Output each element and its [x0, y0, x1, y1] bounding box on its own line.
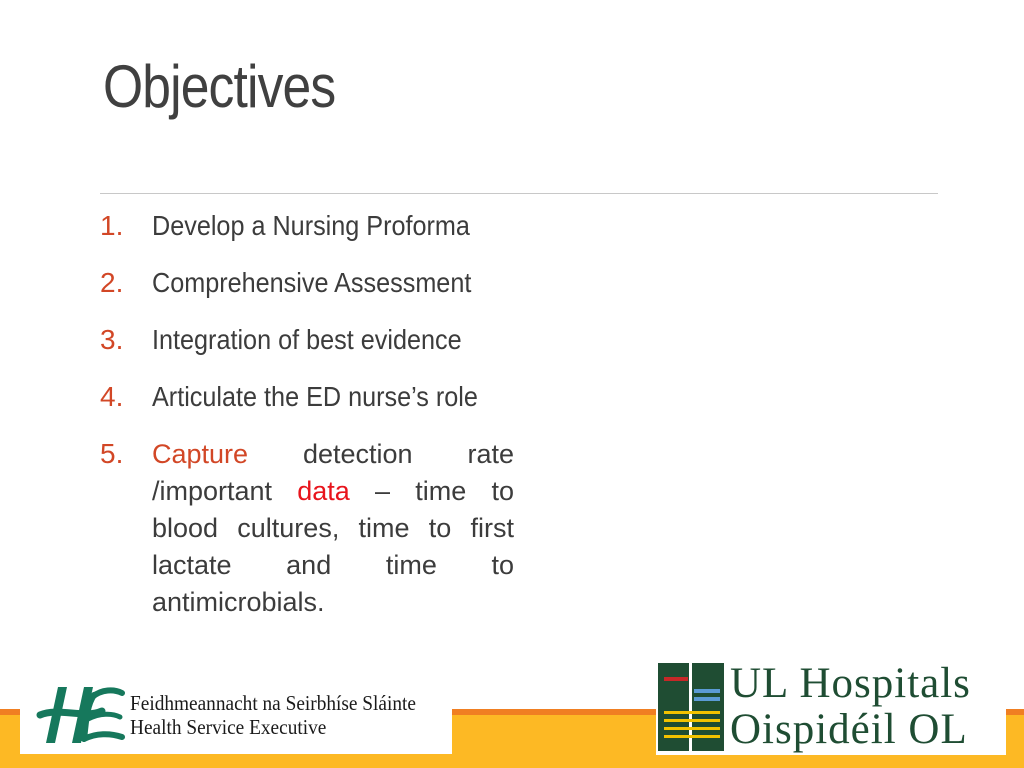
hse-logo-icon — [34, 681, 126, 749]
hse-logo-panel — [20, 677, 452, 754]
list-item — [100, 379, 520, 415]
list-item-number: 2. — [100, 267, 124, 298]
list-item — [100, 208, 520, 244]
list-item — [100, 265, 520, 301]
ul-hospitals-logo-panel — [656, 659, 1006, 755]
hse-name-english: Health Service Executive — [130, 715, 327, 739]
objectives-list — [100, 208, 520, 642]
list-item-text: Develop a Nursing Proforma — [152, 210, 470, 241]
ul-hospitals-name — [730, 661, 971, 753]
list-item-number: 1. — [100, 210, 124, 241]
list-item-number: 5. — [100, 438, 124, 469]
title-divider — [100, 193, 938, 194]
list-item-text: Comprehensive Assessment — [152, 267, 472, 298]
highlight-data: data — [297, 476, 350, 506]
list-item-text — [152, 436, 514, 621]
hse-name — [130, 691, 416, 739]
ul-hospitals-name-english: UL Hospitals — [730, 660, 971, 707]
highlight-capture: Capture — [152, 439, 249, 469]
list-item-text: Articulate the ED nurse’s role — [152, 381, 478, 412]
list-item-number: 4. — [100, 381, 124, 412]
list-item — [100, 322, 520, 358]
hse-name-irish: Feidhmeannacht na Seirbhíse Sláinte — [130, 691, 416, 715]
list-item-number: 3. — [100, 324, 124, 355]
text-segment: detection rate /important — [152, 439, 514, 506]
ul-hospitals-name-irish: Oispidéil OL — [730, 706, 968, 753]
text-segment: – time to blood cultures, time to first lactate and time to antimicrobials. — [152, 476, 514, 617]
slide-title: Objectives — [103, 53, 336, 120]
list-item — [100, 436, 520, 621]
list-item-text: Integration of best evidence — [152, 324, 462, 355]
ul-hospitals-logo-icon — [656, 659, 726, 755]
